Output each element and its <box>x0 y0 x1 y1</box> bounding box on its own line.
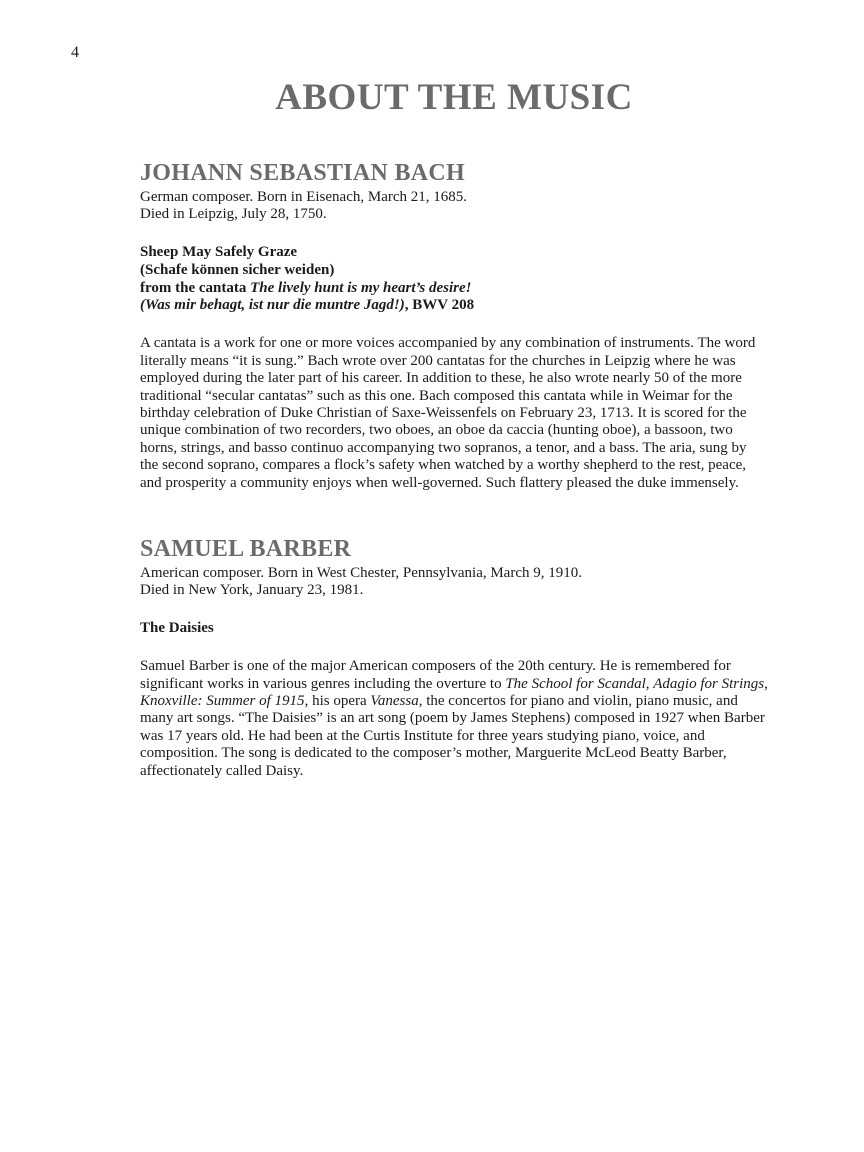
piece-title-line: Sheep May Safely Graze <box>140 244 298 261</box>
section-bach <box>140 161 768 492</box>
program-note-bach: A cantata is a work for one or more voices accompanied by any combination of instruments. The word literally means “it is sung.” Bach wrote over 200 cantatas for the churches in Leipzig where he was employed during the later part of his career. In addition to these, he also wrote nearly 50 of the more traditional “secular cantatas” such as this one. Bach composed this cantata while in Weimar for the birthday celebration of Duke Christian of Saxe-Weissenfels on February 23, 1713. It is scored for the unique combination of two recorders, two oboes, an oboe da caccia (hunting oboe), a bassoon, two horns, strings, and basso continuo accompanying two sopranos, a tenor, and a bass. The aria, sung by the second soprano, compares a flock’s safety when watched by a worthy shepherd to the rest, peace, and prosperity a community enjoys when well-governed. Such flattery pleased the duke immensely. <box>140 335 756 491</box>
composer-bio-line: American composer. Born in West Chester, Pennsylvania, March 9, 1910. <box>140 564 582 581</box>
program-note-barber: Samuel Barber is one of the major American composers of the 20th century. He is remembered for significant works in various genres including the overture to The School for Scandal, Adagio for Strings, Knoxville: Summer of 1915, his opera Vanessa, the concertos for piano and violin, piano music, and many art songs. “The Daisies” is an art song (poem by James Stephens) composed in 1927 when Barber was 17 years old. He had been at the Curtis Institute for three years studying piano, voice, and composition. The song is dedicated to the composer’s mother, Marguerite McLeod Beatty Barber, affectionately called Daisy. <box>140 658 768 779</box>
page-title: ABOUT THE MUSIC <box>275 77 633 118</box>
piece-title-line: from the cantata The lively hunt is my heart’s desire! <box>140 279 472 296</box>
page-content <box>140 0 768 780</box>
piece-title-block <box>140 620 768 638</box>
piece-title-line: (Schafe können sicher weiden) <box>140 261 335 278</box>
composer-heading-bach: JOHANN SEBASTIAN BACH <box>140 159 466 186</box>
composer-bio-line: Died in Leipzig, July 28, 1750. <box>140 205 327 222</box>
piece-title-line: The Daisies <box>140 620 214 637</box>
piece-title-block <box>140 244 768 315</box>
composer-bio-line: German composer. Born in Eisenach, March 21, 1685. <box>140 188 468 205</box>
composer-bio-line: Died in New York, January 23, 1981. <box>140 582 364 599</box>
composer-heading-barber: SAMUEL BARBER <box>140 535 352 562</box>
section-barber <box>140 537 768 780</box>
page-number: 4 <box>71 44 79 61</box>
piece-title-line: (Was mir behagt, ist nur die muntre Jagd!), BWV 208 <box>140 297 475 314</box>
